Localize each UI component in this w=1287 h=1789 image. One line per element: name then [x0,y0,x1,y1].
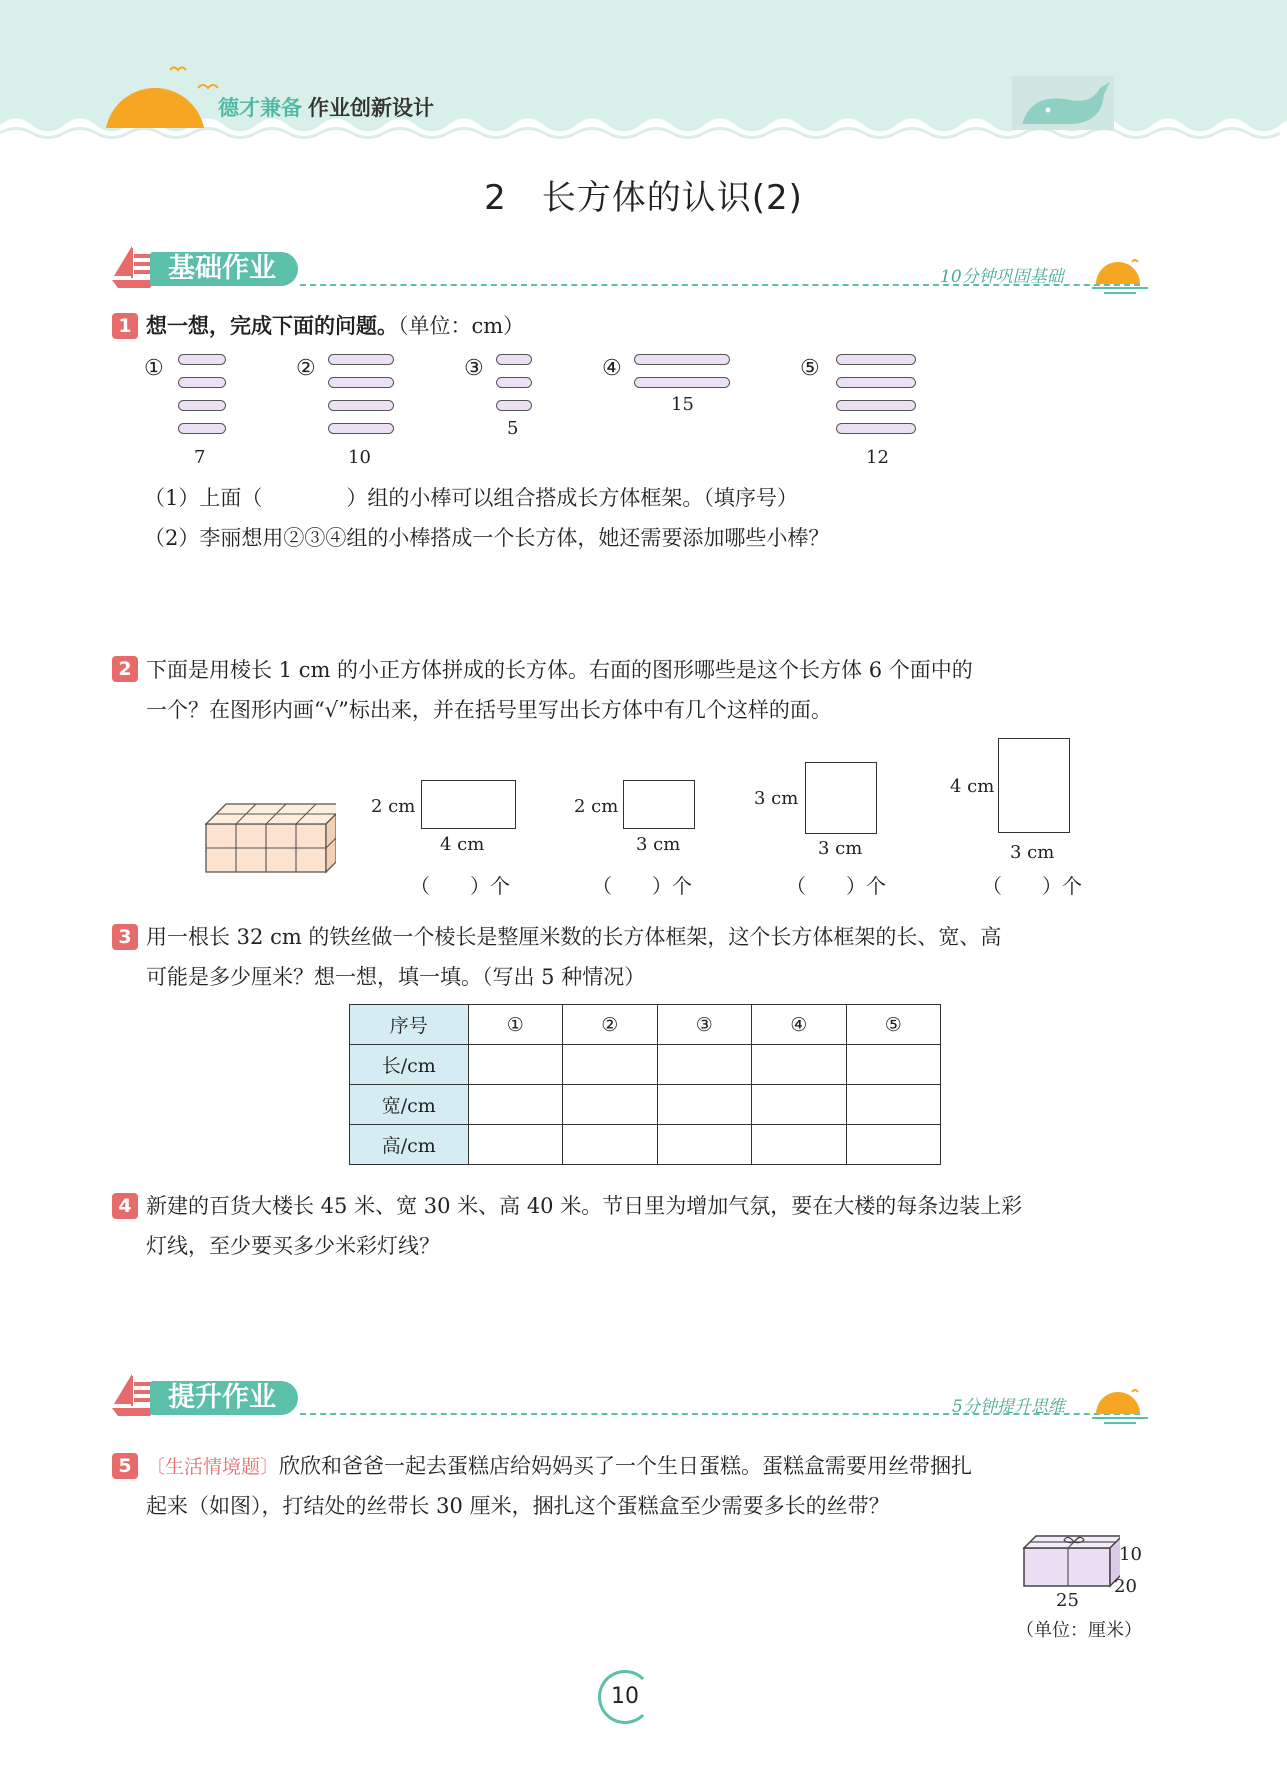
question-4-line1: 新建的百货大楼长 45 米、宽 30 米、高 40 米。节日里为增加气氛，要在大楼的每条边装上彩 [146,1194,1023,1218]
page-number: 10 [598,1670,652,1724]
shape-side-label: 3 cm [754,788,799,809]
shape-bottom-label: 3 cm [636,834,681,855]
brand-dark: 作业创新设计 [308,96,434,120]
shape-bottom-label: 3 cm [818,838,863,859]
table-header-cell: 序号 [350,1005,469,1045]
answer-cell[interactable] [468,1125,562,1165]
table-header-cell: ④ [752,1005,846,1045]
question-3-number: 3 [112,924,138,950]
row-label: 长/cm [350,1045,469,1085]
answer-cell[interactable] [657,1125,751,1165]
shape-side-label: 4 cm [950,776,995,797]
question-5-line1: 欣欣和爸爸一起去蛋糕店给妈妈买了一个生日蛋糕。蛋糕盒需要用丝带捆扎 [279,1454,973,1478]
table-row [350,1125,941,1165]
face-shape[interactable] [623,780,695,829]
brand-green: 德才兼备 [218,96,302,120]
rod-length-label: 7 [194,447,206,468]
rod-group-label: ④ [602,356,622,381]
rod [328,377,394,388]
table-row [350,1085,941,1125]
question-2-line2: 一个？在图形内画“√”标出来，并在括号里写出长方体中有几个这样的面。 [146,698,832,722]
question-2-line1: 下面是用棱长 1 cm 的小正方体拼成的长方体。右面的图形哪些是这个长方体 6 个面中的 [146,658,973,682]
question-1-stem-bold: 想一想，完成下面的问题。 [146,314,398,338]
face-shape[interactable] [805,762,877,834]
table-header-cell: ⑤ [846,1005,941,1045]
answer-cell[interactable] [657,1045,751,1085]
rod [496,354,532,365]
gift-box-figure [1020,1532,1120,1588]
shape-bottom-label: 3 cm [1010,842,1055,863]
page-title: 2 长方体的认识(2) [484,178,803,218]
answer-cell[interactable] [752,1085,846,1125]
answer-cell[interactable] [657,1085,751,1125]
answer-cell[interactable] [563,1125,657,1165]
row-label: 宽/cm [350,1085,469,1125]
rod [836,400,916,411]
answer-count[interactable]: （ ）个 [786,874,886,898]
face-shape[interactable] [998,738,1070,833]
rod [178,377,226,388]
rod-length-label: 5 [507,418,519,439]
rod [328,423,394,434]
rod-group-label: ② [296,356,316,381]
shape-bottom-label: 4 cm [440,834,485,855]
rod [178,423,226,434]
rod [836,423,916,434]
question-5-line1-wrap [146,1446,972,1487]
brand [218,92,434,122]
question-1-sub2: （2）李丽想用②③④组的小棒搭成一个长方体，她还需要添加哪些小棒？ [144,526,830,550]
table-header-cell: ① [468,1005,562,1045]
answer-cell[interactable] [846,1125,941,1165]
rod [836,377,916,388]
box-width-label: 20 [1114,1576,1137,1597]
rod-length-label: 10 [348,447,371,468]
table-header-cell: ② [563,1005,657,1045]
question-3-line1: 用一根长 32 cm 的铁丝做一个棱长是整厘米数的长方体框架，这个长方体框架的长、宽、高 [146,925,1002,949]
answer-cell[interactable] [468,1045,562,1085]
answer-cell[interactable] [563,1085,657,1125]
answer-table [349,1004,941,1165]
section-basic-label: 基础作业 [150,252,298,286]
question-4-line2: 灯线，至少要买多少米彩灯线？ [146,1234,440,1258]
question-1-unit: （单位：cm） [398,314,525,338]
rod [634,377,730,388]
question-1-stem [146,306,524,346]
question-4-number: 4 [112,1193,138,1219]
rod [496,400,532,411]
answer-cell[interactable] [846,1085,941,1125]
rod [178,400,226,411]
context-tag: 〔生活情境题〕 [146,1456,280,1478]
table-header-cell: ③ [657,1005,751,1045]
answer-count[interactable]: （ ）个 [592,874,692,898]
rod [496,377,532,388]
box-length-label: 25 [1056,1590,1079,1611]
sun-icon [100,58,210,130]
rod-group-label: ③ [464,356,484,381]
rod [178,354,226,365]
rod [328,354,394,365]
answer-cell[interactable] [752,1125,846,1165]
box-height-label: 10 [1119,1544,1142,1565]
section-basic-note: 10分钟巩固基础 [940,267,1064,287]
rod-length-label: 12 [866,447,889,468]
whale-icon [1012,74,1114,130]
shape-side-label: 2 cm [371,796,416,817]
shape-side-label: 2 cm [574,796,619,817]
unit-note: （单位：厘米） [1016,1620,1142,1641]
cuboid-of-cubes [200,798,336,880]
rod-group-label: ① [144,356,164,381]
question-2-number: 2 [112,656,138,682]
answer-cell[interactable] [468,1085,562,1125]
rod-group-label: ⑤ [800,356,820,381]
sun-small-icon [1092,254,1148,296]
section-advanced-label: 提升作业 [150,1381,298,1415]
rod-length-label: 15 [671,394,694,415]
rod [328,400,394,411]
answer-count[interactable]: （ ）个 [982,874,1082,898]
sun-small-icon [1092,1384,1148,1426]
answer-cell[interactable] [563,1045,657,1085]
rod [836,354,916,365]
row-label: 高/cm [350,1125,469,1165]
question-1-sub1: （1）上面（ ）组的小棒可以组合搭成长方体框架。（填序号） [144,486,798,510]
answer-cell[interactable] [846,1045,941,1085]
question-5-line2: 起来（如图），打结处的丝带长 30 厘米，捆扎这个蛋糕盒至少需要多长的丝带？ [146,1494,890,1518]
face-shape[interactable] [421,780,516,829]
table-row [350,1045,941,1085]
section-advanced-note: 5分钟提升思维 [952,1397,1065,1417]
answer-count[interactable]: （ ）个 [410,874,510,898]
question-5-number: 5 [112,1453,138,1479]
answer-cell[interactable] [752,1045,846,1085]
question-1-number: 1 [112,313,138,339]
rod [634,354,730,365]
question-3-line2: 可能是多少厘米？想一想，填一填。（写出 5 种情况） [146,965,646,989]
bird-icon [196,80,220,94]
